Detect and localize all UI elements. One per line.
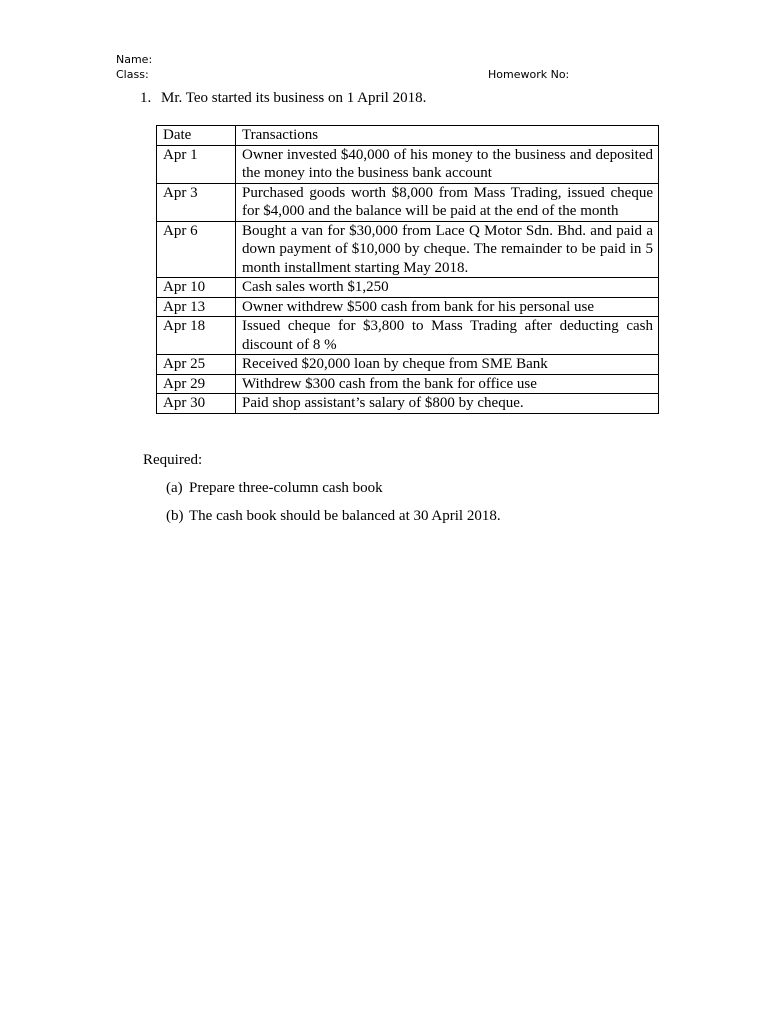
table-header-row bbox=[157, 126, 659, 146]
item-text: The cash book should be balanced at 30 April 2018. bbox=[189, 508, 501, 524]
question-text: Mr. Teo started its business on 1 April 2018. bbox=[161, 90, 427, 106]
transaction-description: Issued cheque for $3,800 to Mass Trading after deducting cash discount of 8 % bbox=[236, 317, 659, 355]
table-row bbox=[157, 394, 659, 414]
transaction-date: Apr 25 bbox=[157, 355, 236, 375]
question-1 bbox=[140, 89, 426, 107]
required-item-a bbox=[166, 479, 383, 497]
transaction-date: Apr 1 bbox=[157, 145, 236, 183]
table-row bbox=[157, 145, 659, 183]
transaction-date: Apr 13 bbox=[157, 297, 236, 317]
name-label: Name: bbox=[116, 53, 153, 66]
table-row bbox=[157, 183, 659, 221]
table-row bbox=[157, 221, 659, 278]
column-header-date: Date bbox=[157, 126, 236, 146]
transaction-description: Cash sales worth $1,250 bbox=[236, 278, 659, 298]
table-row bbox=[157, 278, 659, 298]
table-row bbox=[157, 297, 659, 317]
transaction-description: Owner withdrew $500 cash from bank for his personal use bbox=[236, 297, 659, 317]
transaction-date: Apr 3 bbox=[157, 183, 236, 221]
table-row bbox=[157, 355, 659, 375]
item-letter: (b) bbox=[166, 508, 184, 524]
transaction-date: Apr 6 bbox=[157, 221, 236, 278]
item-text: Prepare three-column cash book bbox=[189, 480, 383, 496]
homework-number-label: Homework No: bbox=[488, 68, 570, 81]
transaction-description: Withdrew $300 cash from the bank for office use bbox=[236, 374, 659, 394]
question-number: 1. bbox=[140, 90, 152, 106]
transaction-description: Bought a van for $30,000 from Lace Q Motor Sdn. Bhd. and paid a down payment of $10,000 by cheque. The remainder to be paid in 5 month installment starting May 2018. bbox=[236, 221, 659, 278]
transaction-date: Apr 18 bbox=[157, 317, 236, 355]
transaction-date: Apr 30 bbox=[157, 394, 236, 414]
required-heading: Required: bbox=[143, 452, 203, 468]
transactions-table bbox=[156, 125, 659, 414]
transaction-description: Paid shop assistant’s salary of $800 by cheque. bbox=[236, 394, 659, 414]
transaction-date: Apr 10 bbox=[157, 278, 236, 298]
transaction-description: Owner invested $40,000 of his money to the business and deposited the money into the business bank account bbox=[236, 145, 659, 183]
column-header-transactions: Transactions bbox=[236, 126, 659, 146]
class-label: Class: bbox=[116, 68, 149, 81]
transaction-description: Purchased goods worth $8,000 from Mass Trading, issued cheque for $4,000 and the balance will be paid at the end of the month bbox=[236, 183, 659, 221]
transaction-description: Received $20,000 loan by cheque from SME Bank bbox=[236, 355, 659, 375]
required-item-b bbox=[166, 507, 501, 525]
table-row bbox=[157, 374, 659, 394]
table-row bbox=[157, 317, 659, 355]
item-letter: (a) bbox=[166, 480, 183, 496]
transaction-date: Apr 29 bbox=[157, 374, 236, 394]
